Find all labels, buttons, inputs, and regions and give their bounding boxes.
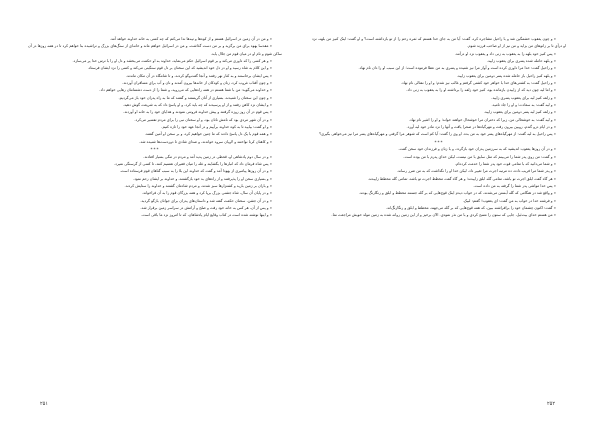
- section-break: ***: [150, 147, 160, 153]
- paragraph: « پس قوم در آن روز روزه گرفتند و پیش خداوند فروتنی نمودند و هدایای خود را به خانه او آوردند.: [123, 110, 272, 115]
- paragraph: « پس شاه فرمان داد که انبارها را بگشایند و غله را میان فقیران تقسیم کنند، تا کسی از گرسنگی نمیرد.: [114, 161, 272, 166]
- paragraph: « و در آن روزها پیامبری از یهودا آمد و گفت که خداوند این بلا را به سبب گناهان قوم فرستاده است.: [119, 169, 272, 174]
- paragraph: « و گفت: من روی پدر شما را می‌بینم که مثل سابق با من نیست، لیکن خدای پدرم با من بوده است.: [403, 154, 556, 159]
- paragraph: « و در آن روزها یعقوب اندیشید که به سرزمین پدران خود بازگردد، و با زنان و فرزندان خود سخن گفت.: [398, 147, 556, 152]
- paragraph: « و بلهه حامله شده پسری برای یعقوب زایید.: [486, 59, 556, 64]
- paragraph: « و این کلام به شاه رسید و او در دل خود اندیشید که این سخنان بر دل قوم سنگینی می‌کند و کسی را نزد ایشان فرستاد.: [87, 66, 272, 71]
- paragraph: « و زلفه کنیز لیه برای یعقوب پسری زایید.: [491, 95, 556, 100]
- paragraph: « و در پایان آن سال، شاه جشنی بزرگ برپا کرد و همه بزرگان قوم را به آن فراخواند.: [142, 191, 272, 196]
- right-page: [312, 36, 566, 386]
- paragraph: « و من در آن زمین در اسرائیل هستم و از کوه‌ها و تپه‌ها ندا می‌کنم که چه کسی به خانه خداوند خواهد آمد.: [109, 37, 272, 41]
- paragraph: « پس کنیز خود بلهه را به یعقوب به زنی داد و یعقوب نزد او درآمد.: [454, 51, 556, 56]
- paragraph: « و واقع شد در هنگامی که گله آبستن می‌شدند، که در خواب دیدم اینک قوچ‌هایی که بر گله جستند مخطط و ابلق و رنگارنگ بودند.: [358, 191, 556, 196]
- paragraph: « و همه قوم با یک دل پاسخ دادند که ما چنین خواهیم کرد، و بر سخن او آمین گفتند.: [144, 132, 272, 137]
- paragraph: « هر گاه گفت ابلق اجرت تو باشد، تمامی گله ابلق زاییدند؛ و هر گاه گفت مخطط اجرت تو باشد، تمامی گله مخطط زاییدند.: [367, 176, 556, 181]
- paragraph: « و بسیاری سخن او را پذیرفتند و از راه‌های بد خود بازگشتند، و خداوند بر ایشان رحم نمود.: [133, 176, 272, 181]
- paragraph: « و او گفت: بیایید تا به کوه خداوند برآییم و در آنجا عهد خود را تازه کنیم.: [161, 125, 272, 130]
- paragraph: « و خداوند می‌گوید: من با شما هستم در همه راه‌هایی که می‌روید، و شما را از دست دشمنانتان رهایی خواهم داد.: [99, 88, 272, 93]
- paragraph: « و کاهنان کرنا نواختند و لاویان سرود خواندند، و صدای شادی تا دوردست‌ها شنیده شد.: [139, 139, 272, 144]
- paragraph: « و باران بر زمین بارید و کشتزارها سبز شدند، و مردم شادمان گشتند و خداوند را ستایش کردند.: [124, 183, 272, 188]
- page-number-left: ۲۵۱: [40, 401, 49, 407]
- paragraph: « و چون این سخنان را شنیدند، بسیاری از آنان گریستند و گفتند که ما به راه پدران خود باز می‌گردیم.: [118, 95, 272, 100]
- paragraph: « پس خدا مواشی پدر شما را گرفته به من داده است.: [473, 183, 556, 188]
- paragraph: « و راحیل گفت: خدا مرا داوری کرده است و آواز مرا نیز شنیده و پسری به من عطا فرموده است؛ از این سبب او را دان نام نهاد.: [358, 66, 556, 71]
- paragraph: « و چون آفتاب غروب کرد، زنان و کودکان از خانه‌ها بیرون آمدند و نان و آب برای مسافران آوردند.: [122, 81, 272, 86]
- paragraph: « و چون یعقوب خشمگین شد و با راحیل مشاجره کرد، گفت: آیا من به جای خدا هستم که ثمره رحم را از تو بازداشته است؟ و او گفت: اینک کنیز من بلهه، نزد او درآی تا بر زانوهای من بزاید و من نیز از او صاحب فرزند شوم.: [312, 37, 566, 49]
- paragraph: « و شما می‌دانید که با تمامی قوت خود پدر شما را خدمت کرده‌ام.: [454, 161, 556, 166]
- paragraph: « مقدسا یهوه برای من برگزید و بر من دست گذاشت، و من در اسرائیل خواهم ماند و خانه‌ای از سنگ‌های بزرگ و تراشیده بنا خواهم کرد تا در همه روزها در آن ساکن شوم و نام او در میان قوم من جلال یابد.: [28, 44, 282, 56]
- paragraph: « و پس از آن، هر کس به خانه خود رفت و صلح و آرامش در سراسر زمین برقرار شد.: [140, 205, 272, 210]
- paragraph: « و زلفه کنیز لیه پسر دومین برای یعقوب زایید.: [483, 110, 556, 115]
- left-page: [28, 36, 282, 386]
- paragraph: « و اینها نوشته شده است در کتاب وقایع ایام پادشاهان، که تا امروز نزد ما باقی است.: [141, 213, 272, 218]
- paragraph: « و لیه گفت: به خوشحالی من، زیرا که دختران مرا خوشحال خواهند خواند؛ و او را اشیر نام نهاد.: [408, 117, 556, 122]
- paragraph: « و لیه گفت: به سعادت؛ و او را جاد نامید.: [491, 103, 556, 108]
- page-number-right: ۲۵۲: [547, 401, 556, 407]
- paragraph: « و راحیل گفت: به کشتی‌های خدا با خواهر خود کشتی گرفتم و غالب نیز شدم؛ و او را نفتالی نام نهاد.: [400, 81, 556, 86]
- paragraph: « پس ایشان برخاستند و به کنار نهر رفتند و آنجا گفت‌وگو کردند، و تا شامگاه در آن مکان ماندند.: [125, 73, 272, 78]
- paragraph: « گفت: اکنون چشمان خود را برافراشته ببین، که همه قوچ‌هایی که بر گله می‌جهند، مخطط و ابلق و رنگارنگ‌اند.: [385, 205, 556, 210]
- paragraph: « و اما لیه چون دید که از زاییدن بازمانده بود، کنیز خود زلفه را برداشته او را به یعقوب به زنی داد.: [406, 88, 556, 93]
- paragraph: « و هر کسی را که داوری می‌کند و بر قوم اسرائیل حکم می‌نماید، خداوند به او حکمت می‌بخشد و دل او را با ترس خدا پر می‌سازد.: [72, 59, 272, 64]
- paragraph: « و در آن جشن، سخنان حکمت گفته شد و داستان‌های پدران برای جوانان بازگو گردید.: [140, 198, 272, 203]
- paragraph: « و پدر شما مرا فریب داده، ده مرتبه اجرت مرا تغییر داد، لیکن خدا او را نگذاشت که به من ضرر رساند.: [396, 169, 556, 174]
- paragraph: « من هستم خدای بیت‌ئیل، جایی که ستون را مسح کردی و با من نذر نمودی. الآن برخیز و از این زمین روانه شده به زمین مولد خویش مراجعت نما.: [331, 213, 556, 218]
- paragraph: « و ایشان نزد کاهن رفتند و از او پرسیدند که چه باید کرد، و او پاسخ داد که به شریعت گوش دهید.: [122, 103, 272, 108]
- paragraph: « پس راحیل به لیه گفت: از مهرگیاه‌های پسر خود به من بده. او وی را گفت: آیا کم است که شوهر مرا گرفتی و مهرگیاه‌های پسر مرا نیز می‌خواهی بگیری؟: [319, 132, 556, 137]
- paragraph: « و در ایام درو گندم، روبین بیرون رفت و مهرگیاه‌ها در صحرا یافت و آنها را نزد مادر خود لیه آورد.: [406, 125, 556, 130]
- paragraph: « و در سال دوم پادشاهی او، قحطی در زمین پدید آمد و مردم در تنگی بسیار افتادند.: [143, 154, 272, 159]
- paragraph: « و در آن شهر مردی بود که نامش ناتان بود، و او سخنان نبی را برای مردم تفسیر می‌کرد.: [134, 117, 272, 122]
- paragraph: « و فرشته خدا در خواب به من گفت: ای یعقوب! گفتم: لبیک.: [462, 198, 556, 203]
- section-break: ***: [434, 139, 444, 145]
- paragraph: « و بلهه کنیز راحیل باز حامله شده پسر دومین برای یعقوب زایید.: [456, 73, 556, 78]
